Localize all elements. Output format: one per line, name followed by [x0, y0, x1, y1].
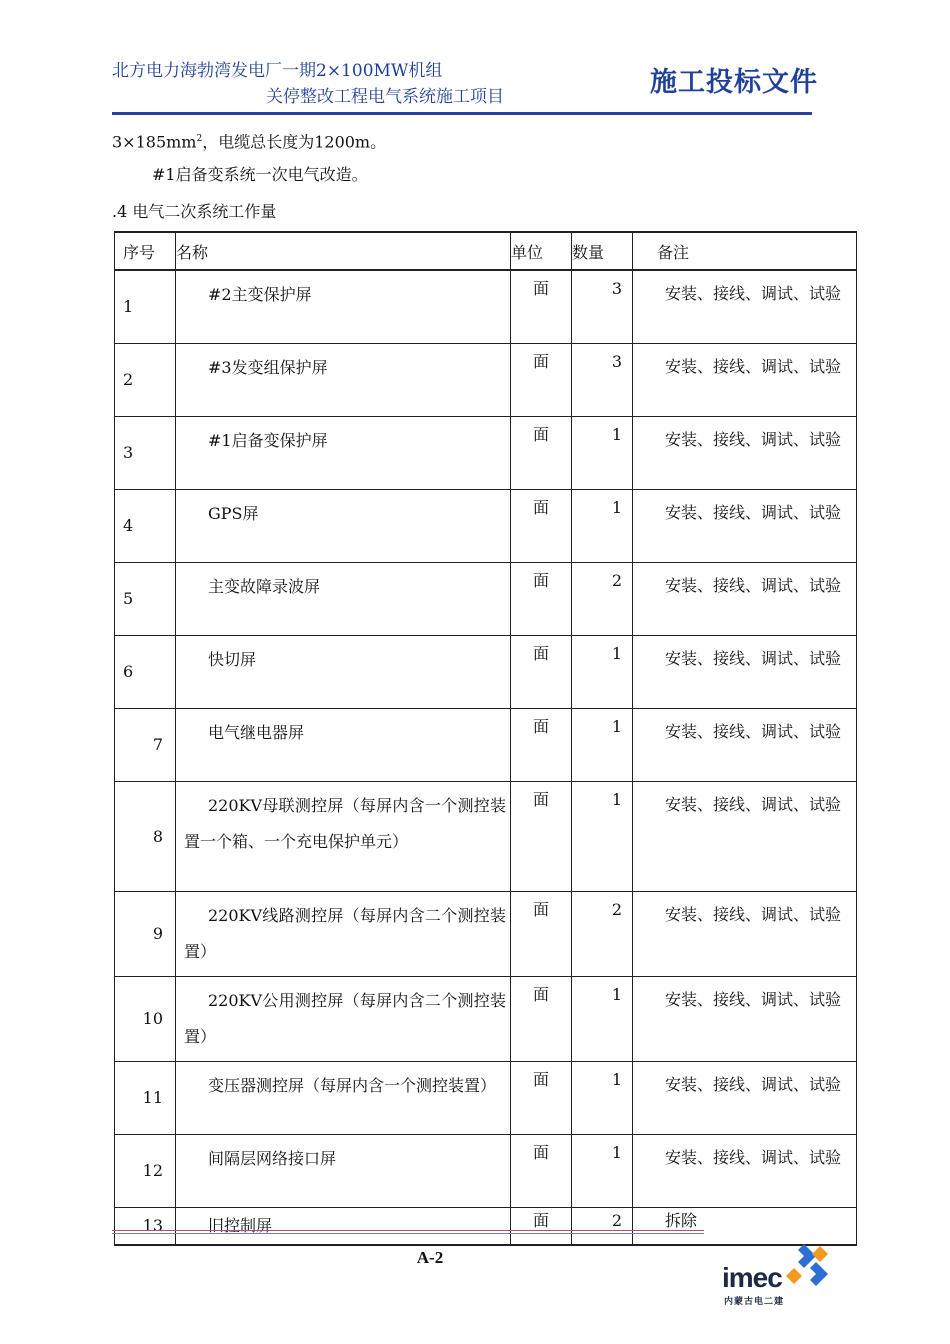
table-row	[115, 976, 857, 1061]
row-no: 9	[115, 891, 176, 976]
header-note: 备注	[633, 232, 857, 270]
footer-divider-bottom	[112, 1233, 704, 1234]
row-no: 7	[115, 708, 176, 781]
cable-spec-superscript: 2	[196, 134, 203, 144]
row-qty: 2	[572, 1207, 633, 1245]
row-note: 安装、接线、调试、试验	[665, 648, 842, 668]
header-document-type: 施工投标文件	[650, 67, 818, 98]
header-line-1: 北方电力海勃湾发电厂一期2×100MW机组	[112, 61, 443, 81]
row-note: 安装、接线、调试、试验	[665, 989, 842, 1009]
table-row	[115, 270, 857, 343]
table-row	[115, 416, 857, 489]
header-project-title	[112, 58, 542, 110]
row-note: 安装、接线、调试、试验	[665, 502, 842, 522]
row-no: 1	[115, 270, 176, 343]
row-no: 4	[115, 489, 176, 562]
logo-mark-icon	[782, 1240, 832, 1290]
row-name: 电气继电器屏	[208, 722, 305, 742]
row-qty: 3	[572, 343, 633, 416]
header-unit: 单位	[511, 232, 572, 270]
table-row	[115, 562, 857, 635]
page-number: A-2	[416, 1248, 444, 1267]
row-no: 13	[115, 1207, 176, 1245]
row-name: #2主变保护屏	[208, 285, 312, 304]
table-row	[115, 891, 857, 976]
row-no: 12	[115, 1134, 176, 1207]
cable-spec-main: 3×185mm	[112, 132, 197, 152]
row-unit: 面	[511, 270, 572, 343]
row-qty: 1	[572, 635, 633, 708]
row-unit: 面	[511, 1207, 572, 1245]
row-no: 10	[115, 976, 176, 1061]
row-note: 安装、接线、调试、试验	[665, 904, 842, 924]
logo-wordmark: imec	[722, 1262, 782, 1293]
header-no: 序号	[115, 232, 176, 270]
row-name: 变压器测控屏（每屏内含一个测控装置）	[208, 1075, 497, 1095]
table-row	[115, 708, 857, 781]
table-row	[115, 1134, 857, 1207]
header-line-2: 关停整改工程电气系统施工项目	[266, 87, 504, 107]
row-note: 安装、接线、调试、试验	[665, 1147, 842, 1167]
row-unit: 面	[511, 976, 572, 1061]
header-qty: 数量	[572, 232, 633, 270]
row-unit: 面	[511, 1061, 572, 1134]
logo-subtitle: 内蒙古电二建	[724, 1297, 785, 1307]
row-name: #3发变组保护屏	[208, 357, 328, 377]
row-unit: 面	[511, 562, 572, 635]
row-note: 安装、接线、调试、试验	[665, 429, 842, 449]
table-row	[115, 781, 857, 891]
company-logo	[722, 1240, 832, 1307]
row-qty: 1	[572, 416, 633, 489]
header-divider	[112, 112, 812, 115]
row-qty: 1	[572, 976, 633, 1061]
row-unit: 面	[511, 781, 572, 891]
row-note: 拆除	[665, 1210, 698, 1230]
row-note: 安装、接线、调试、试验	[665, 1074, 842, 1094]
section-heading: .4 电气二次系统工作量	[112, 202, 277, 221]
row-no: 5	[115, 562, 176, 635]
table-header-row	[115, 232, 857, 270]
row-name: 220KV线路测控屏（每屏内含二个测控装置）	[184, 905, 506, 961]
row-no: 8	[115, 781, 176, 891]
row-qty: 1	[572, 781, 633, 891]
secondary-system-workload-table	[114, 231, 857, 1246]
row-no: 11	[115, 1061, 176, 1134]
row-unit: 面	[511, 343, 572, 416]
row-qty: 1	[572, 1061, 633, 1134]
row-note: 安装、接线、调试、试验	[665, 284, 842, 303]
table-row	[115, 343, 857, 416]
row-name: GPS屏	[208, 503, 259, 523]
row-unit: 面	[511, 1134, 572, 1207]
row-qty: 1	[572, 708, 633, 781]
table-row	[115, 635, 857, 708]
row-name: #1启备变保护屏	[208, 430, 328, 450]
row-unit: 面	[511, 635, 572, 708]
row-note: 安装、接线、调试、试验	[665, 356, 842, 376]
cable-spec-paragraph	[112, 127, 386, 154]
row-qty: 2	[572, 891, 633, 976]
row-unit: 面	[511, 416, 572, 489]
row-unit: 面	[511, 708, 572, 781]
header-name: 名称	[176, 232, 511, 270]
row-no: 2	[115, 343, 176, 416]
reform-paragraph: #1启备变系统一次电气改造。	[152, 165, 368, 184]
row-qty: 1	[572, 489, 633, 562]
row-name: 间隔层网络接口屏	[208, 1148, 337, 1168]
cable-spec-tail: ，电缆总长度为1200m。	[202, 132, 387, 152]
row-note: 安装、接线、调试、试验	[665, 794, 842, 814]
row-name: 快切屏	[208, 649, 257, 669]
table-row	[115, 1207, 857, 1245]
row-qty: 2	[572, 562, 633, 635]
row-no: 6	[115, 635, 176, 708]
row-note: 安装、接线、调试、试验	[665, 721, 842, 741]
row-unit: 面	[511, 891, 572, 976]
row-qty: 1	[572, 1134, 633, 1207]
table-row	[115, 489, 857, 562]
footer-divider-top	[112, 1230, 704, 1231]
row-name: 旧控制屏	[208, 1215, 273, 1235]
row-name: 主变故障录波屏	[208, 576, 321, 596]
row-unit: 面	[511, 489, 572, 562]
row-name: 220KV母联测控屏（每屏内含一个测控装置一个箱、一个充电保护单元）	[184, 795, 506, 851]
row-name: 220KV公用测控屏（每屏内含二个测控装置）	[184, 990, 506, 1046]
row-qty: 3	[572, 270, 633, 343]
table-row	[115, 1061, 857, 1134]
row-no: 3	[115, 416, 176, 489]
row-note: 安装、接线、调试、试验	[665, 575, 842, 595]
